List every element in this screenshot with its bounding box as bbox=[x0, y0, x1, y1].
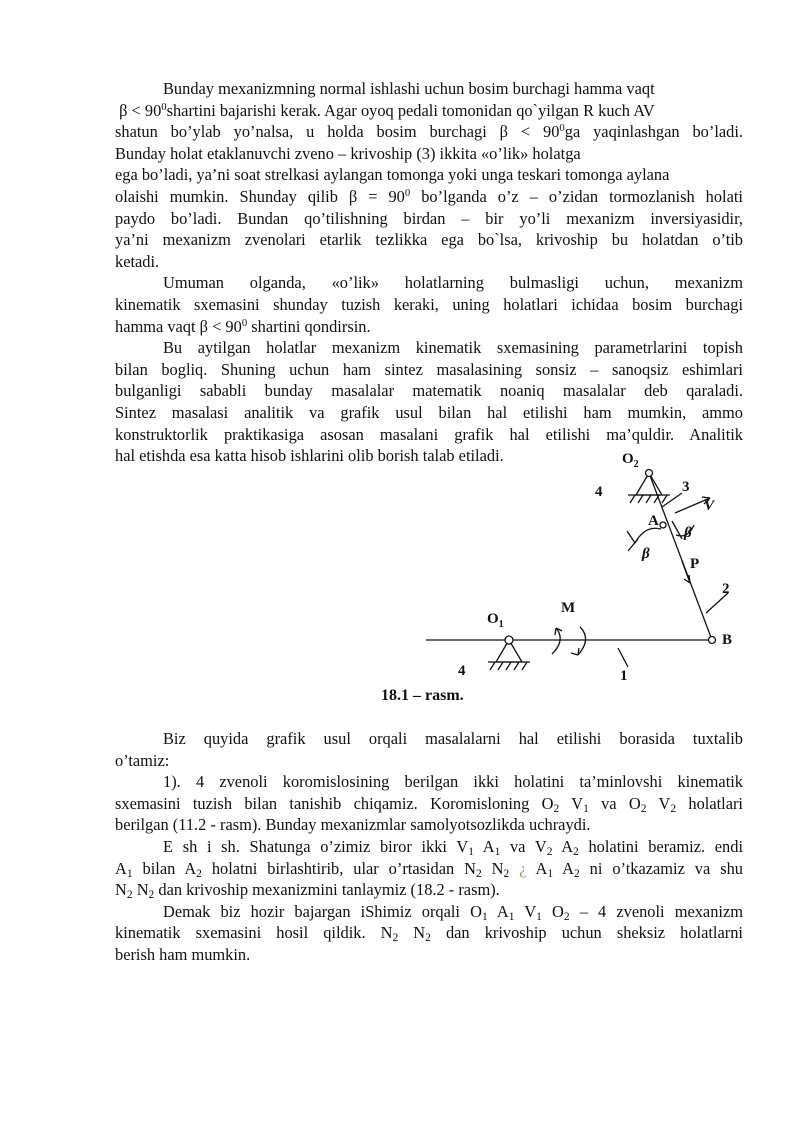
mechanism-figure bbox=[420, 443, 760, 693]
paragraph-5: 1). 4 zvenoli koromislosining berilgan ikki holatini ta’minlovshi kinematik sxemasini tuzish bilan tanishib chiqamiz. Koromisloning $O_2$ $V_1$ va $O_2$ $V_2$ holatlari berilgan (11.2 - rasm). Bunday mexanizmlar samolyotsozlikda uchraydi. bbox=[115, 772, 743, 835]
beta-arc-left bbox=[635, 528, 661, 543]
link-2-line bbox=[649, 473, 712, 640]
label-o1: $O_1$ bbox=[487, 611, 504, 630]
b-joint bbox=[709, 637, 716, 644]
o2-joint bbox=[646, 470, 653, 477]
label-1: 1 bbox=[620, 668, 628, 684]
label-p: P bbox=[690, 556, 700, 572]
text-line: Bunday mexanizmning normal ishlashi uchun bosim burchagi hamma vaqt bbox=[163, 79, 655, 98]
label-2: 2 bbox=[722, 581, 730, 597]
paragraph-6: E sh i sh. Shatunga o’zimiz biror ikki $V_1$ $A_1$ va $V_2$ $A_2$ holatini beramiz. endi $A_1$ bilan $A_2$ holatni birlashtirib, ular o’rtasidan $N_2$ $N_2$ ¿ $A_1$ $A_2$ ni o’tkazamiz va shu $N_2$ $N_2$ dan krivoship mexanizmini tanlaymiz (18.2 - rasm). bbox=[115, 836, 743, 902]
label-4-top: 4 bbox=[595, 484, 603, 500]
label-o2: $O_2$ bbox=[622, 451, 639, 470]
label-beta-right: β bbox=[684, 525, 692, 541]
o1-joint bbox=[505, 636, 513, 644]
label-3: 3 bbox=[682, 479, 690, 495]
label-a: A bbox=[648, 513, 659, 529]
label-beta-left: β bbox=[642, 546, 650, 562]
paragraph-3: Bu aytilgan holatlar mexanizm kinematik sxemasining parametrlarini topish bilan bogliq. Shuning uchun ham sintez masalasining sonsiz – sanoqsiz eshimlari bulganligi sababli bunday masalalar matematik noaniq masalalar deb qaraladi. Sintez masalasi analitik va grafik usul bilan hal etilishi ham mumkin, ammo konstruktorlik praktikasiga asosan masalani grafik hal etilishi ma’quldir. Analitik hal etishda esa katta hisob ishlarini olib borish talab etiladi. bbox=[115, 338, 743, 466]
mechanism-diagram bbox=[420, 443, 760, 693]
page-body bbox=[115, 78, 743, 467]
paragraph-1: Bunday mexanizmning normal ishlashi uchun bosim burchagi hamma vaqt $\beta < 90^0shartini$ bajarishi kerak. Agar oyoq pedali tomonidan qo`yilgan R kuch AV shatun bo’ylab yo’nalsa, u holda bosim burchagi $\beta < 90^0ga$ yaqinlashgan bo’ladi. Bunday holat etaklanuvchi zveno – krivoship (3) ikkita «o’lik» holatga ega bo’ladi, ya’ni soat strelkasi aylangan tomonga yoki unga teskari tomonga aylana olaishi mumkin. Shunday qilib $\beta = 90^0$ bo’lganda o’z – o’zidan tormozlanish holati paydo bo’ladi. Bundan qo’tilishning birdan – bir yo’li mexanizm inversiyasidir, ya’ni mexanizm zvenolari etarlik tezlikka ega bo`lsa, krivoship bu holatdan o’tib ketadi. bbox=[115, 79, 743, 271]
label-4-bottom: 4 bbox=[458, 663, 466, 679]
paragraph-2: Umuman olganda, «o’lik» holatlarning bulmasligi uchun, mexanizm kinematik sxemasini shunday tuzish keraki, uning holatlari ichidaa bosim burchagi hamma vaqt $\beta < 90^0$ shartini qondirsin. bbox=[115, 273, 743, 336]
label-m: M bbox=[561, 600, 576, 616]
label-b: B bbox=[722, 632, 733, 648]
figure-caption: 18.1 – rasm. bbox=[381, 687, 464, 704]
page-body-lower bbox=[115, 728, 743, 966]
paragraph-7: Demak biz hozir bajargan iShimiz orqali $O_1$ $A_1$ $V_1$ $O_2 - 4$ zvenoli mexanizm kinematik sxemasini hosil qildik. $N_2$ $N_2$ dan krivoship uchun sheksiz holatlarni berish ham mumkin. bbox=[115, 901, 743, 964]
a-joint bbox=[660, 522, 666, 528]
label-v: V bbox=[704, 498, 715, 514]
paragraph-4: Biz quyida grafik usul orqali masalalarni hal etilishi borasida tuxtalib o’tamiz: bbox=[115, 729, 743, 770]
